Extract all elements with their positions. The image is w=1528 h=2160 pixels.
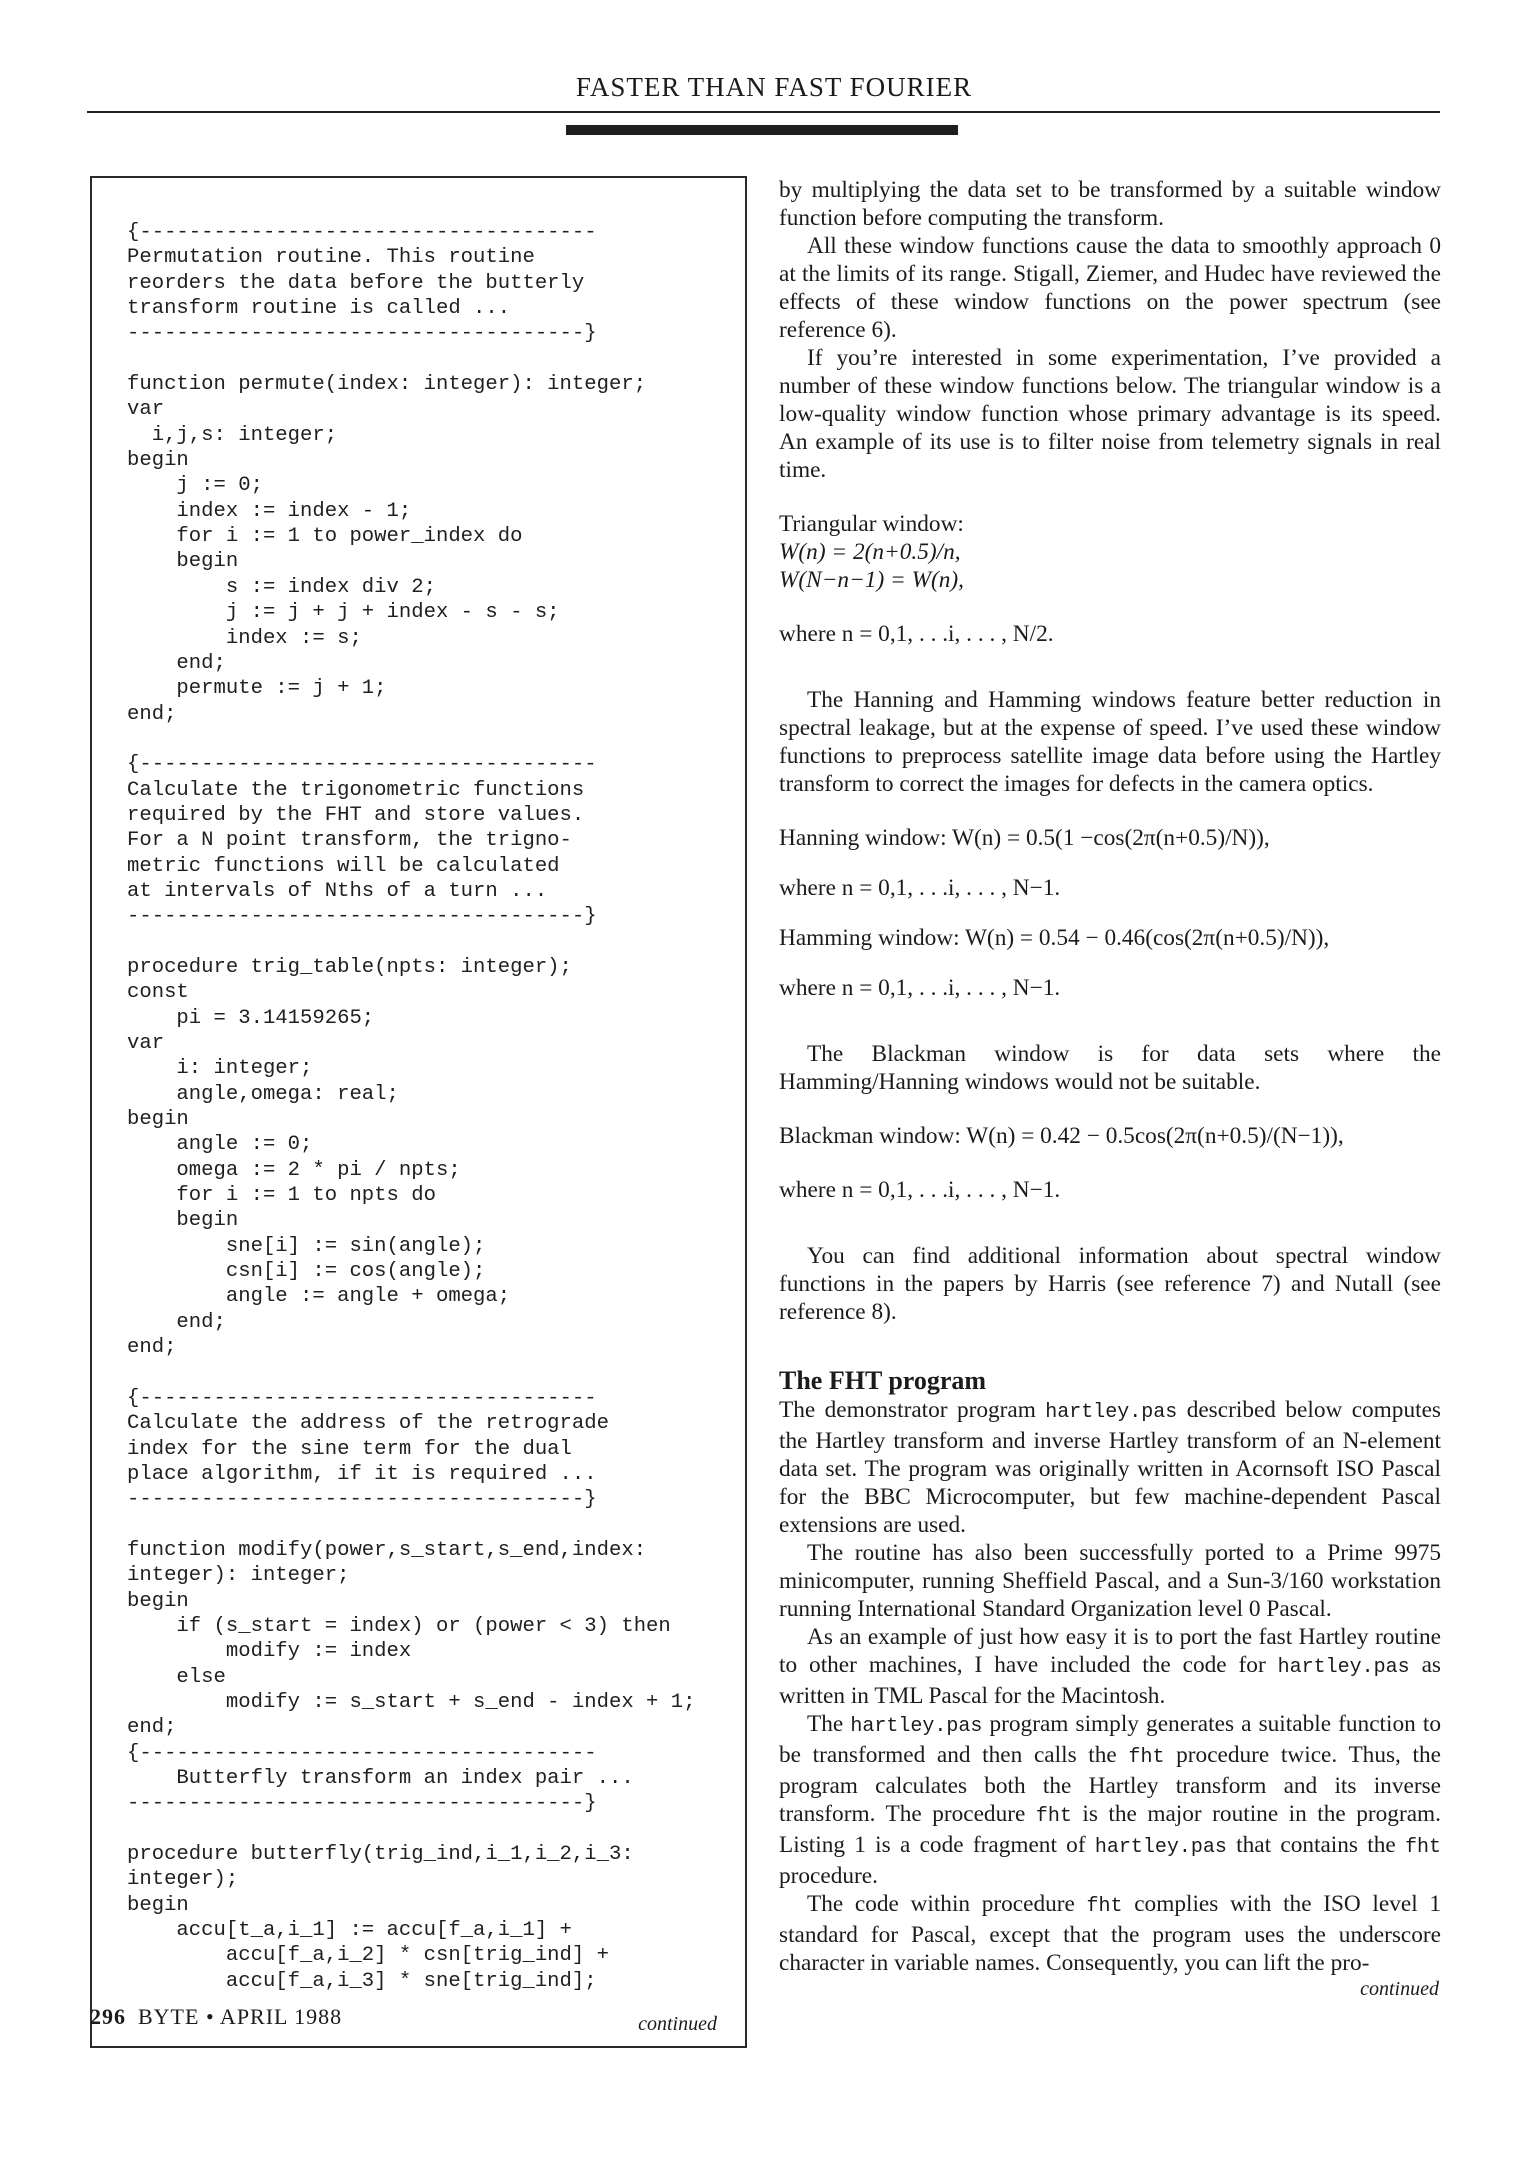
paragraph: The Blackman window is for data sets where the Hamming/Hanning windows would not be suitable. [779,1041,1441,1095]
article-continued-label: continued [1360,1978,1439,2000]
section-heading: The FHT program [779,1366,987,1395]
paragraph: As an example of just how easy it is to port the fast Hartley routine to other machines, I have included the code for hartley.pas as written in TML Pascal for the Macintosh. [779,1624,1441,1709]
page-footer [90,2004,342,2030]
running-header: FASTER THAN FAST FOURIER [575,72,973,102]
triangular-where: where n = 0,1, . . .i, . . . , N/2. [779,621,1054,647]
triangular-label: Triangular window: [779,511,964,537]
article-column [779,176,1441,2001]
triangular-equation-1: W(n) = 2(n+0.5)/n, [779,539,961,565]
hanning-equation: Hanning window: W(n) = 0.5(1 −cos(2π(n+0.5)/N)), [779,825,1270,851]
hamming-where: where n = 0,1, . . .i, . . . , N−1. [779,975,1061,1001]
hamming-equation: Hamming window: W(n) = 0.54 − 0.46(cos(2π(n+0.5)/N)), [779,925,1330,951]
listing-continued-label: continued [638,2013,717,2035]
issue-label: BYTE • APRIL 1988 [138,2004,343,2029]
hanning-where: where n = 0,1, . . .i, . . . , N−1. [779,875,1061,901]
blackman-equation: Blackman window: W(n) = 0.42 − 0.5cos(2π(n+0.5)/(N−1)), [779,1123,1344,1149]
paragraph: All these window functions cause the data to smoothly approach 0 at the limits of its range. Stigall, Ziemer, and Hudec have reviewed the effects of these window functions on the power spectrum (see reference 6). [779,233,1441,343]
paragraph: You can find additional information about spectral window functions in the papers by Harris (see reference 7) and Nutall (see reference 8). [779,1243,1441,1325]
paragraph: The Hanning and Hamming windows feature better reduction in spectral leakage, but at the expense of speed. I’ve used these window functions to preprocess satellite image data before using the Hartley transform to correct the images for defects in the camera optics. [779,687,1441,797]
triangular-equation-2: W(N−n−1) = W(n), [779,567,964,593]
paragraph: The code within procedure fht complies with the ISO level 1 standard for Pascal, except that the program uses the underscore character in variable names. Consequently, you can lift the pro- [779,1891,1441,1976]
code-listing: {------------------------------------- Permutation routine. This routine reorders the data before the butterly transform routine is called ... -------------------------------------} function permute(index: integer): integer; var i,j,s: integer; begin j := 0; index := index - 1; for i := 1 to power_index do begin s := index div 2; j := j + j + index - s - s; index := s; end; permute := j + 1; end; {------------------------------------- Calculate the trigonometric functions required by the FHT and store values. For a N point transform, the trigno- metric functions will be calculated at intervals of Nths of a turn ... -------------------------------------} procedure trig_table(npts: integer); const pi = 3.14159265; var i: integer; angle,omega: real; begin angle := 0; omega := 2 * pi / npts; for i := 1 to npts do begin sne[i] := sin(angle); csn[i] := cos(angle); angle := angle + omega; end; end; {------------------------------------- Calculate the address of the retrograde index for the sine term for the dual place algorithm, if it is required ... -------------------------------------} function modify(power,s_start,s_end,index: integer): integer; begin if (s_start = index) or (power < 3) then modify := index else modify := s_start + s_end - index + 1; end; {------------------------------------- Butterfly transform an index pair ... -------------------------------------} procedure butterfly(trig_ind,i_1,i_2,i_3: integer); begin accu[t_a,i_1] := accu[f_a,i_1] + accu[f_a,i_2] * csn[trig_ind] + accu[f_a,i_3] * sne[trig_ind]; [127,221,696,1993]
paragraph: The hartley.pas program simply generates a suitable function to be transformed and then calls the fht procedure twice. Thus, the program calculates both the Hartley transform and its inverse transform. The procedure fht is the major routine in the program. Listing 1 is a code fragment of hartley.pas that contains the fht procedure. [779,1711,1442,1889]
header-bar [566,125,958,135]
blackman-where: where n = 0,1, . . .i, . . . , N−1. [779,1177,1061,1203]
page-number: 296 [90,2004,126,2029]
paragraph: If you’re interested in some experimentation, I’ve provided a number of these window functions below. The triangular window is a low-quality window function whose primary advantage is its speed. An example of its use is to filter noise from telemetry signals in real time. [779,345,1441,483]
code-listing-box [90,176,747,2048]
paragraph: The routine has also been successfully ported to a Prime 9975 minicomputer, running Sheffield Pascal, and a Sun-3/160 workstation running International Standard Organization level 0 Pascal. [779,1540,1441,1622]
paragraph: The demonstrator program hartley.pas described below computes the Hartley transform and inverse Hartley transform of an N-element data set. The program was originally written in Acornsoft ISO Pascal for the BBC Microcomputer, but few machine-dependent Pascal extensions are used. [779,1397,1441,1538]
paragraph: by multiplying the data set to be transformed by a suitable window function before computing the transform. [779,177,1441,231]
header-rule [87,111,1440,113]
